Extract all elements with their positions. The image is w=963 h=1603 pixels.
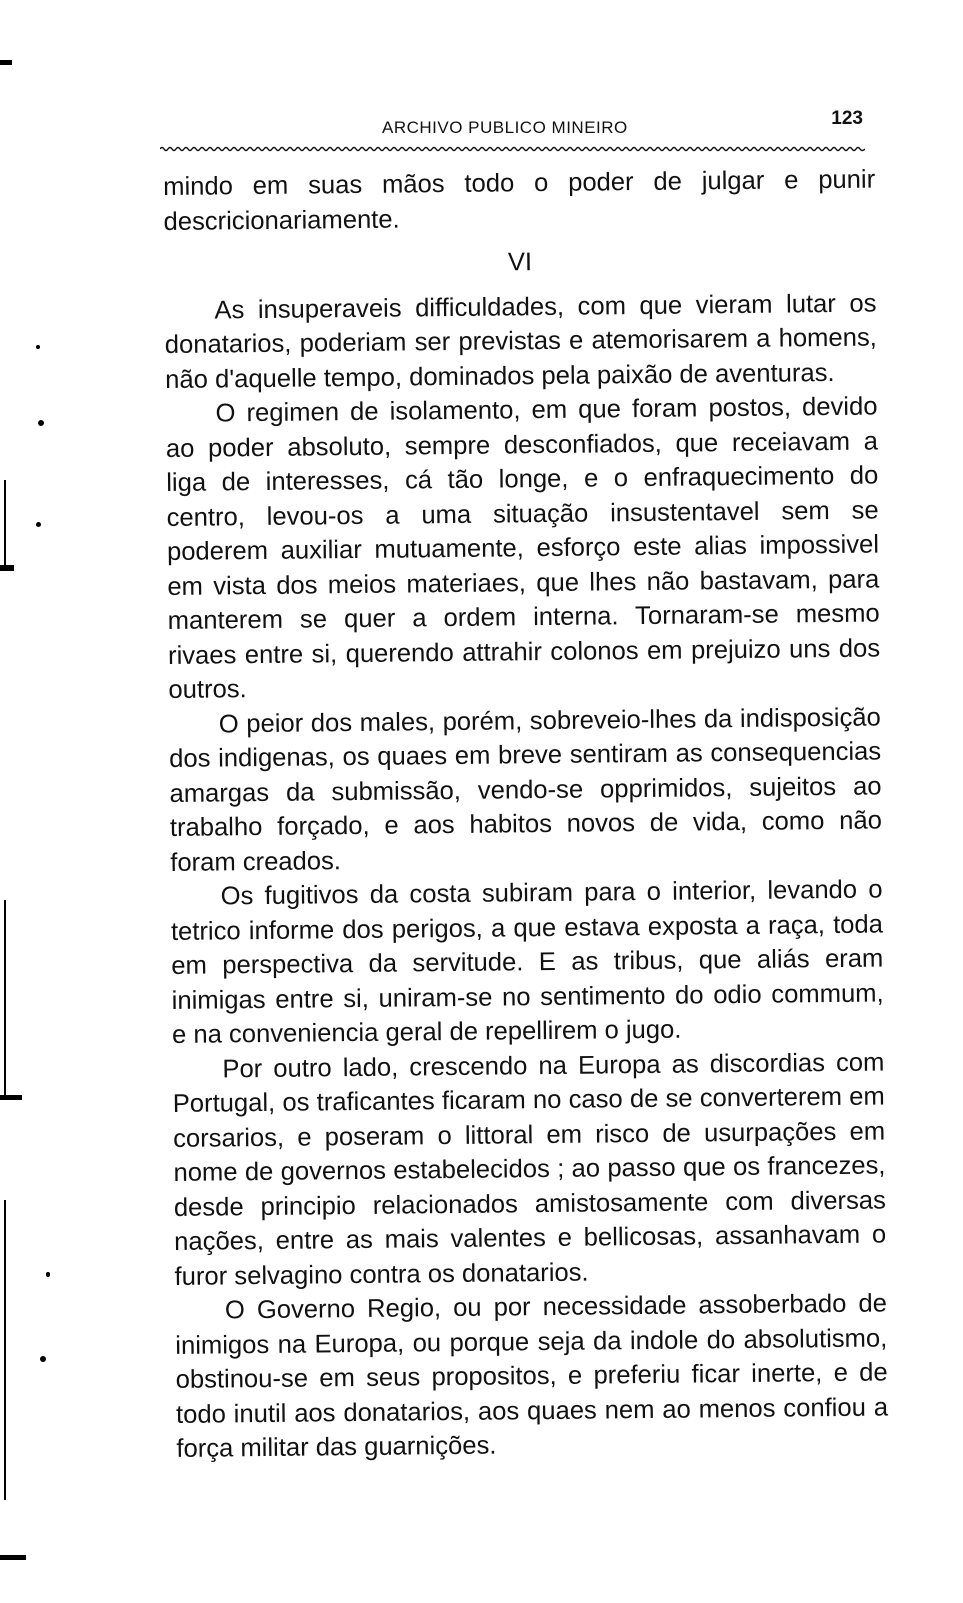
paragraph: Os fugitivos da costa subiram para o interior, levando o tetrico informe dos perigos, a que estava exposta a raça, toda em perspectiva da servitude. E as tribus, que aliás eram inimigas entre si, uniram-se no sentimento do odio commum, e na conveniencia geral de repellirem o jugo. — [170, 875, 884, 1049]
paragraph: As insuperaveis difficuldades, com que vieram lutar os donatarios, poderiam ser previstas e atemorisarem a homens, não d'aquelle tempo, dominados pela paixão de aventuras. — [164, 289, 877, 394]
speck — [40, 1356, 46, 1362]
gutter-mark — [4, 900, 6, 1100]
body-text — [163, 163, 889, 1467]
paragraph: O peior dos males, porém, sobreveio-lhes da indisposição dos indigenas, os quaes em breve sentiram as consequencias amargas da submissão, vendo-se opprimidos, sujeitos ao trabalho forçado, e aos habitos novos de vida, como não foram creados. — [169, 703, 882, 877]
paragraph: O regimen de isolamento, em que foram postos, devido ao poder absoluto, sempre desconfiados, que receiavam a liga de interesses, cá tão longe, e o enfraquecimento do centro, levou-os a uma situação insustentavel sem se poderem auxiliar mutuamente, esforço este alias impossivel em vista dos meios materiaes, que lhes não bastavam, para manterem se quer a ordem interna. Tornaram-se mesmo rivaes entre si, querendo attrahir colonos em prejuizo uns dos outros. — [165, 392, 881, 704]
paragraph: O Governo Regio, ou por necessidade assoberbado de inimigos na Europa, ou porque seja da indole do absolutismo, obstinou-se em seus propositos, e preferiu ficar inerte, e de todo inutil aos donatarios, aos quaes nem ao menos confiou a força militar das guarnições. — [175, 1289, 889, 1463]
gutter-mark — [0, 1555, 26, 1560]
speck — [36, 345, 40, 349]
page-number: 123 — [831, 108, 863, 129]
gutter-mark — [0, 1095, 22, 1100]
running-title: ARCHIVO PUBLICO MINEIRO — [382, 118, 628, 137]
gutter-mark — [0, 60, 12, 65]
header-rule — [160, 144, 865, 154]
gutter-mark — [4, 1200, 6, 1500]
speck — [38, 420, 44, 426]
opening-paragraph: mindo em suas mãos todo o poder de julgar e punir descricionariamente. — [163, 165, 876, 236]
gutter-mark — [0, 565, 14, 571]
speck — [46, 1272, 50, 1277]
page-header — [160, 108, 865, 144]
gutter-mark — [4, 480, 6, 570]
section-heading: VI — [507, 248, 533, 277]
paragraph: Por outro lado, crescendo na Europa as discordias com Portugal, os traficantes ficaram no caso de se converterem em corsarios, e poseram o littoral em risco de usurpações em nome de governos estabelecidos ; ao passo que os francezes, desde principio relacionados amistosamente com diversas nações, entre as mais valentes e bellicosas, assanhavam o furor selvagino contra os donatarios. — [172, 1047, 887, 1291]
speck — [36, 522, 41, 527]
